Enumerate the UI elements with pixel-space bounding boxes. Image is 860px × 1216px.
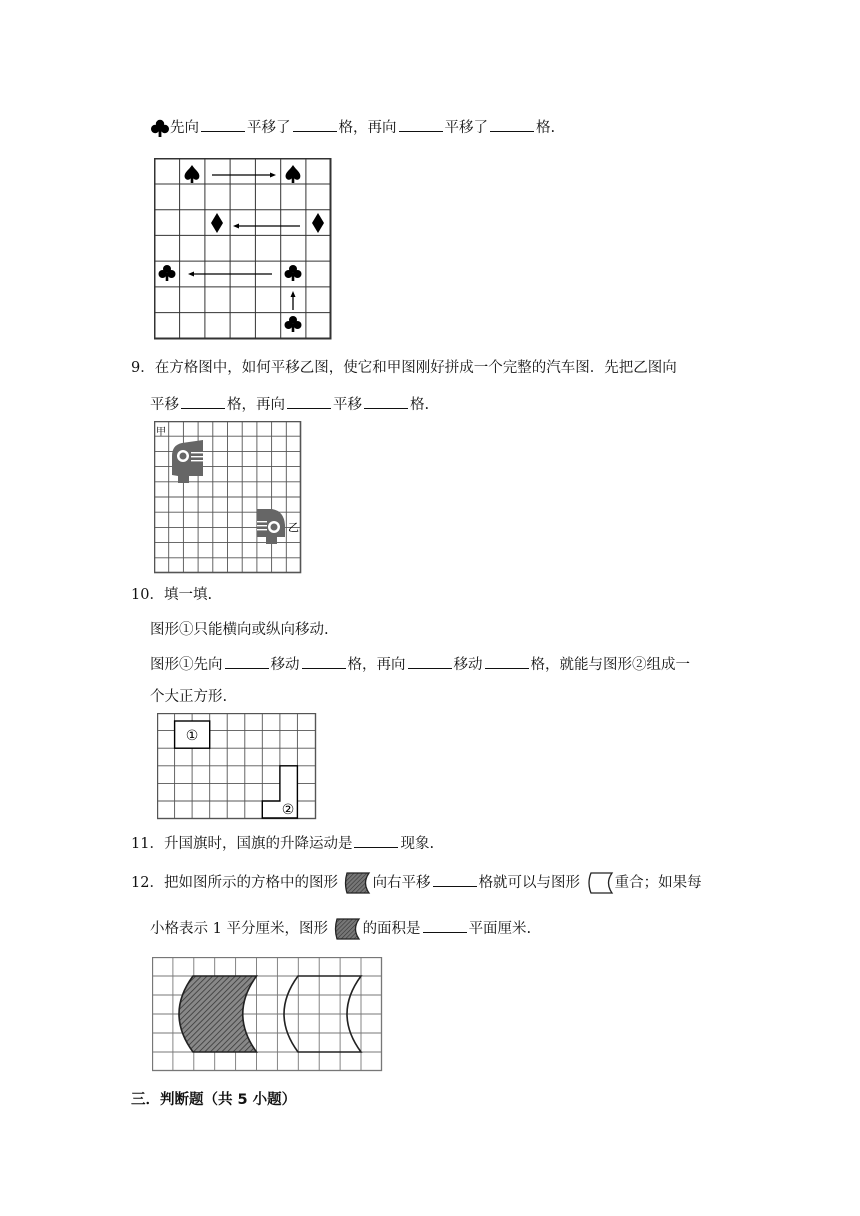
q12-line1: 12．把如图所示的方格中的图形 向右平移 格就可以与图形 重合；如果每: [131, 871, 702, 895]
answer-blank[interactable]: [287, 394, 331, 409]
shaded-shape-icon: [333, 917, 363, 941]
answer-blank[interactable]: [433, 872, 477, 887]
answer-blank[interactable]: [354, 833, 398, 848]
label-shape-1: ①: [185, 728, 199, 744]
club-icon: [150, 118, 170, 138]
answer-blank[interactable]: [490, 117, 534, 132]
q9-grid-figure: [154, 421, 302, 574]
q9-line2: 平移 格，再向 平移 格.: [150, 394, 429, 415]
q10-grid-figure: [157, 713, 317, 820]
answer-blank[interactable]: [423, 918, 467, 933]
shaded-shape-icon: [343, 871, 373, 895]
answer-blank[interactable]: [201, 117, 245, 132]
q8-text: 先向 平移了 格，再向 平移了 格.: [150, 117, 555, 138]
section-3-title: 三．判断题（共 5 小题）: [131, 1092, 297, 1108]
answer-blank[interactable]: [399, 117, 443, 132]
outline-shape-icon: [585, 871, 615, 895]
answer-blank[interactable]: [408, 654, 452, 669]
answer-blank[interactable]: [364, 394, 408, 409]
q10-line2: 图形①先向 移动 格，再向 移动 格，就能与图形②组成一: [150, 654, 690, 675]
answer-blank[interactable]: [302, 654, 346, 669]
q12-grid-figure: [152, 957, 383, 1072]
q10-line1: 图形①只能横向或纵向移动.: [150, 622, 329, 638]
car-icon: [257, 509, 285, 544]
spade-icon: [185, 165, 301, 183]
answer-blank[interactable]: [181, 394, 225, 409]
q9-line1: 9．在方格图中，如何平移乙图，使它和甲图刚好拼成一个完整的汽车图．先把乙图向: [131, 360, 677, 376]
answer-blank[interactable]: [225, 654, 269, 669]
diamond-icon: [211, 213, 324, 233]
answer-blank[interactable]: [485, 654, 529, 669]
label-yi: 乙: [288, 521, 299, 534]
answer-blank[interactable]: [293, 117, 337, 132]
q10-title: 10．填一填.: [131, 587, 213, 603]
label-jia: 甲: [156, 427, 166, 438]
label-shape-2: ②: [281, 802, 295, 818]
q8-grid-figure: [154, 158, 332, 340]
q11-text: 11．升国旗时，国旗的升降运动是 现象.: [131, 833, 434, 854]
q12-line2: 小格表示 1 平分厘米，图形 的面积是 平面厘米.: [150, 917, 531, 941]
q10-line3: 个大正方形.: [150, 689, 228, 705]
